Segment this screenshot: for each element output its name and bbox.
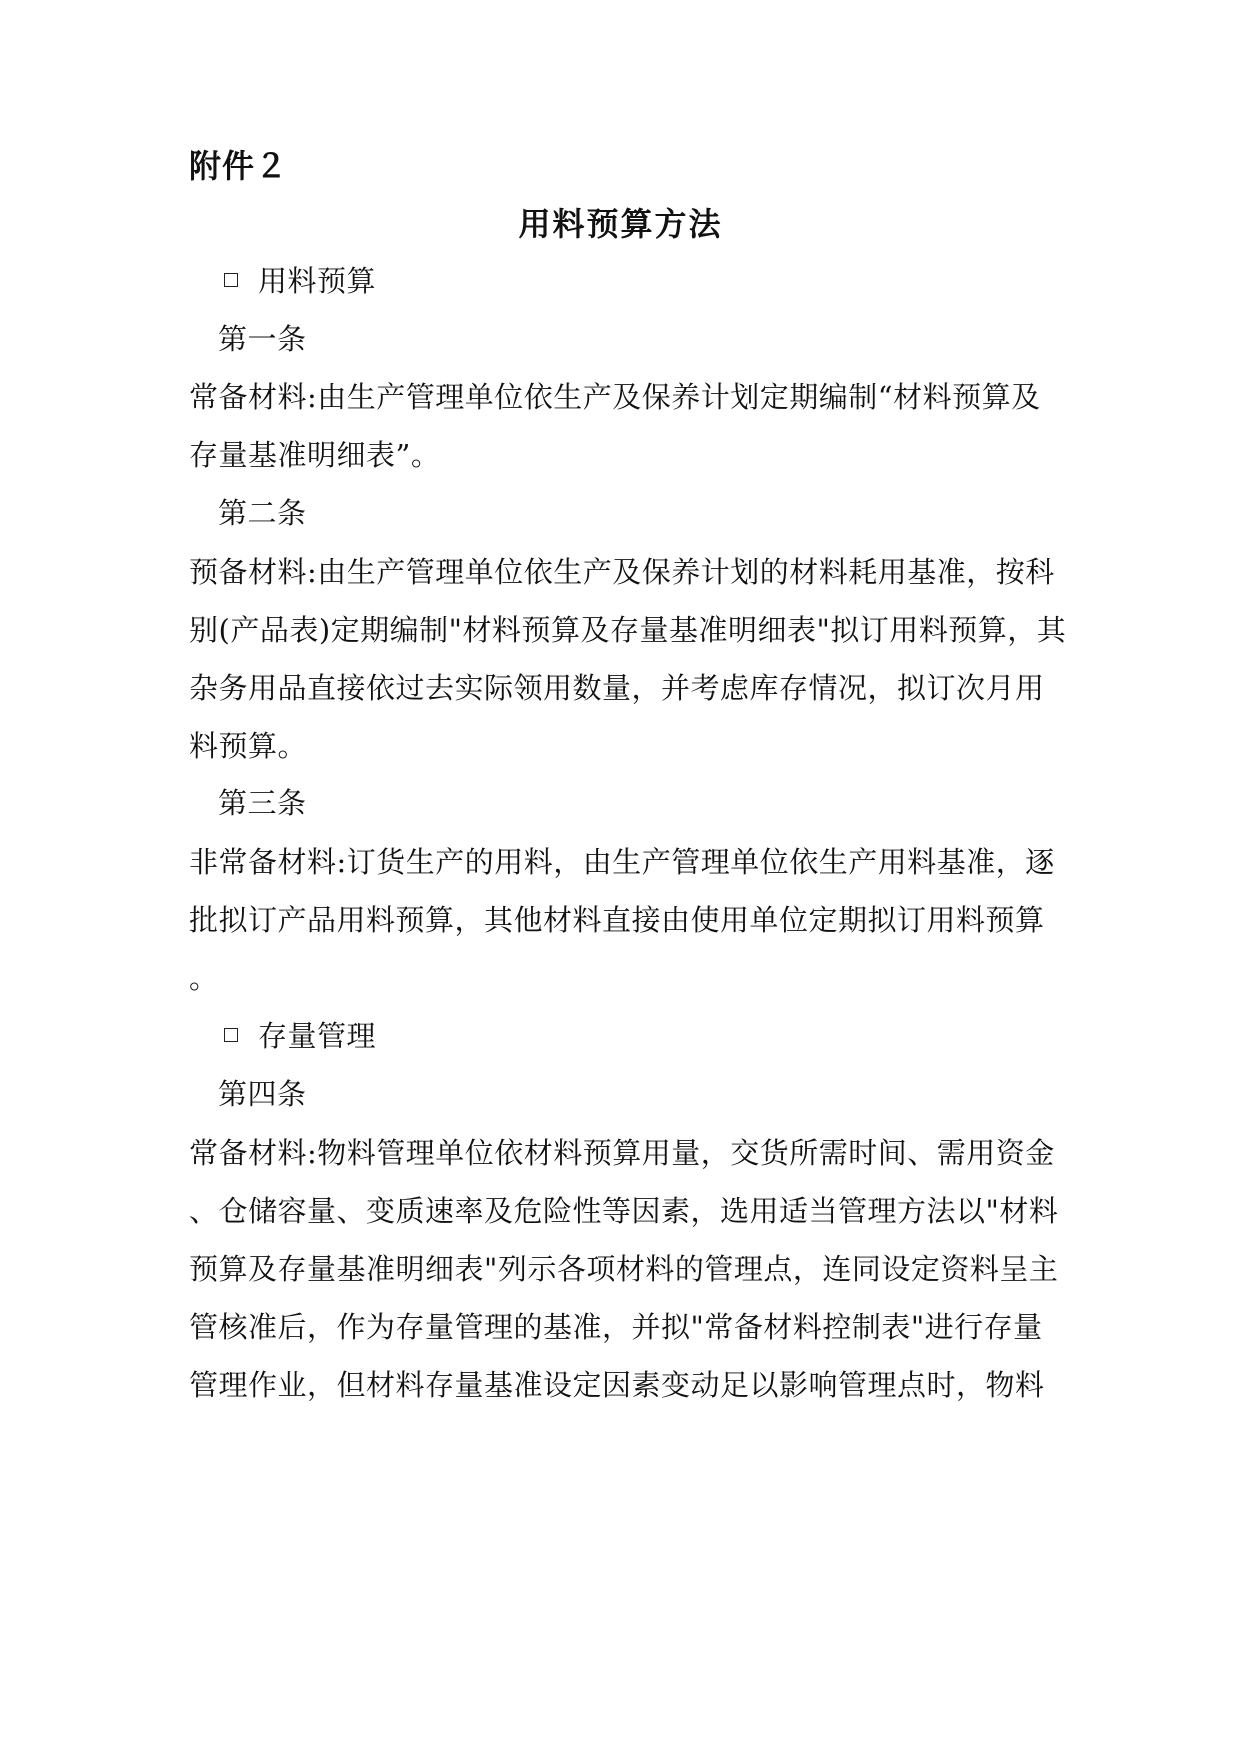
article-2-line-4: 料预算。 [189, 729, 308, 763]
document-title: 用料预算方法 [518, 205, 723, 243]
article-4-line-2: 、仓储容量、变质速率及危险性等因素，选用适当管理方法以"材料 [189, 1194, 1059, 1228]
article-4-heading: 第四条 [218, 1077, 307, 1111]
article-3-line-3: 。 [189, 961, 219, 995]
article-2-heading: 第二条 [218, 496, 307, 530]
article-3-line-1: 非常备材料:订货生产的用料，由生产管理单位依生产用料基准，逐 [189, 845, 1055, 879]
attachment-label: 附件２ [189, 147, 289, 185]
article-2-line-3: 杂务用品直接依过去实际领用数量，并考虑库存情况，拟订次月用 [189, 671, 1045, 705]
checkbox-square-icon [224, 1028, 238, 1042]
article-2-line-2: 别(产品表)定期编制"材料预算及存量基准明细表"拟订用料预算，其 [189, 613, 1067, 647]
section-heading-budget [224, 261, 1104, 301]
article-4-line-4: 管核准后，作为存量管理的基准，并拟"常备材料控制表"进行存量 [189, 1310, 1043, 1344]
article-3-line-2: 批拟订产品用料预算，其他材料直接由使用单位定期拟订用料预算 [189, 903, 1045, 937]
article-4-line-5: 管理作业，但材料存量基准设定因素变动足以影响管理点时，物料 [189, 1368, 1045, 1402]
article-3-heading: 第三条 [218, 786, 307, 820]
section-label: 用料预算 [258, 264, 377, 298]
section-heading-inventory [224, 1016, 1104, 1056]
checkbox-square-icon [224, 273, 238, 287]
article-1-heading: 第一条 [218, 322, 307, 356]
article-2-line-1: 预备材料:由生产管理单位依生产及保养计划的材料耗用基准，按科 [189, 555, 1055, 589]
article-4-line-1: 常备材料:物料管理单位依材料预算用量，交货所需时间、需用资金 [189, 1136, 1055, 1170]
article-1-line-1: 常备材料:由生产管理单位依生产及保养计划定期编制“材料预算及 [189, 380, 1041, 414]
article-1-line-2: 存量基准明细表”。 [189, 438, 441, 472]
section-label: 存量管理 [258, 1019, 377, 1053]
article-4-line-3: 预算及存量基准明细表"列示各项材料的管理点，连同设定资料呈主 [189, 1252, 1059, 1286]
